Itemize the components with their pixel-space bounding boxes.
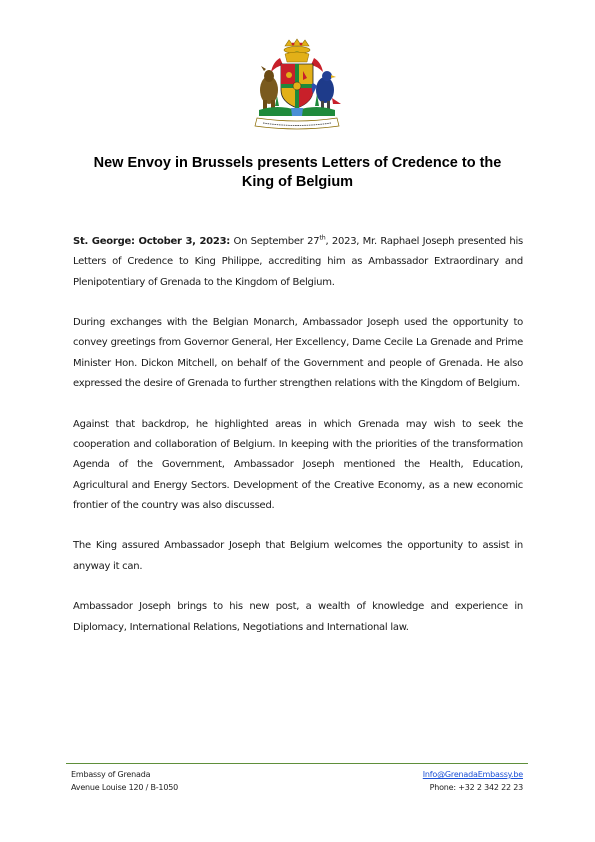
footer-phone: Phone: +32 2 342 22 23 [429, 783, 523, 792]
crest-motto-scroll [255, 118, 339, 129]
dateline: St. George: October 3, 2023: [73, 236, 231, 247]
paragraph-1 [73, 232, 523, 293]
paragraph-3: Against that backdrop, he highlighted areas in which Grenada may wish to seek the cooperation and collaboration of Belgium. In keeping with the priorities of the transformation Agenda of the Government, Ambassador Joseph mentioned the Health, Education, Agricultural and Energy Sectors. Development of the Creative Economy, as a new economic frontier of the country was also discussed. [73, 418, 523, 511]
title-line-2: King of Belgium [241, 174, 354, 190]
coat-of-arms-image [247, 38, 347, 132]
title-line-1: New Envoy in Brussels presents Letters of Credence to the [93, 155, 502, 171]
paragraph-2: During exchanges with the Belgian Monarch, Ambassador Joseph used the opportunity to convey greetings from Governor General, Her Excellency, Dame Cecile La Grenade and Prime Minister Hon. Dickon Mitchell, on behalf of the Government and people of Grenada. He also expressed the desire of Grenada to further strengthen relations with the Kingdom of Belgium. [73, 317, 523, 390]
crest-supporter-armadillo [260, 66, 278, 110]
footer-address-block [71, 768, 178, 794]
footer-org: Embassy of Grenada [71, 770, 151, 779]
footer-contact-block [423, 768, 523, 794]
paragraph-1-pre: On September 27 [230, 236, 320, 247]
ordinal-suffix: th [319, 233, 326, 242]
footer-address: Avenue Louise 120 / B-1050 [71, 783, 178, 792]
paragraph-4: The King assured Ambassador Joseph that Belgium welcomes the opportunity to assist in anyway it can. [73, 540, 523, 572]
footer-divider [66, 763, 528, 764]
footer-email-link[interactable]: Info@GrenadaEmbassy.be [422, 770, 523, 779]
crest-shield [281, 64, 313, 108]
page-title [60, 154, 535, 192]
paragraph-5: Ambassador Joseph brings to his new post, a wealth of knowledge and experience in Diplomacy, International Relations, Negotiations and International law. [73, 601, 523, 633]
paragraph-1-post: , 2023, Mr. Raphael Joseph presented his Letters of Credence to King Philippe, accrediting him as Ambassador Extraordinary and Plenipotentiary of Grenada to the Kingdom of Belgium. [73, 236, 523, 288]
article-body [73, 232, 523, 658]
